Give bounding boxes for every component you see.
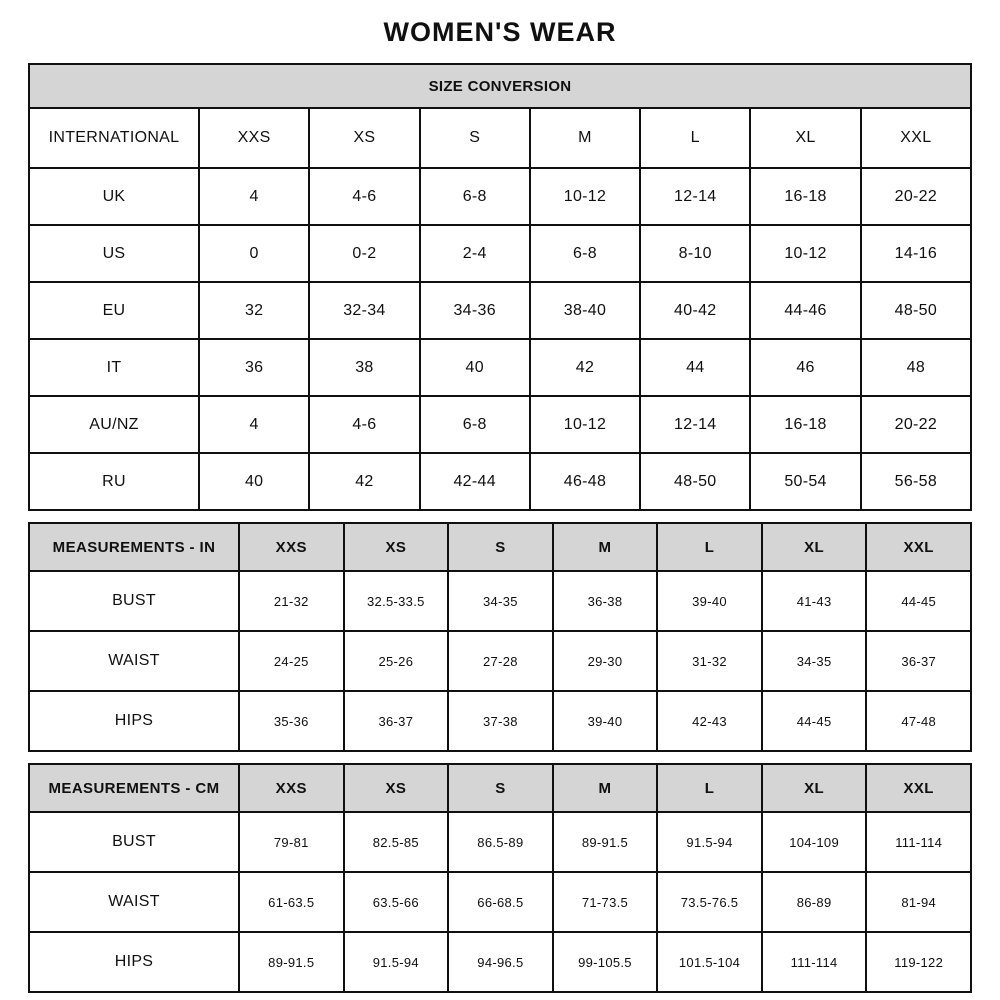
table-row [29, 396, 971, 453]
value-cell: 81-94 [866, 872, 971, 932]
value-cell: 50-54 [750, 453, 860, 510]
size-column-header: S [448, 764, 553, 812]
value-cell: 4 [199, 168, 309, 225]
value-cell: 86.5-89 [448, 812, 553, 872]
size-column-header: XXS [239, 523, 344, 571]
row-label: HIPS [29, 932, 239, 992]
size-column-header: L [657, 764, 762, 812]
size-column-header: XXL [866, 523, 971, 571]
value-cell: 29-30 [553, 631, 658, 691]
value-cell: 24-25 [239, 631, 344, 691]
size-column-header: XS [344, 764, 449, 812]
value-cell: 40-42 [640, 282, 750, 339]
size-conversion-body [29, 168, 971, 510]
size-column-header: L [640, 108, 750, 168]
value-cell: 8-10 [640, 225, 750, 282]
table-row [29, 932, 971, 992]
measurements-cm-table [28, 763, 972, 993]
corner-header: MEASUREMENTS - IN [29, 523, 239, 571]
value-cell: 36 [199, 339, 309, 396]
value-cell: 61-63.5 [239, 872, 344, 932]
value-cell: 42 [309, 453, 419, 510]
row-label: BUST [29, 812, 239, 872]
value-cell: 36-37 [866, 631, 971, 691]
value-cell: 104-109 [762, 812, 867, 872]
value-cell: 6-8 [530, 225, 640, 282]
value-cell: 101.5-104 [657, 932, 762, 992]
value-cell: 38 [309, 339, 419, 396]
value-cell: 0 [199, 225, 309, 282]
row-label: AU/NZ [29, 396, 199, 453]
size-conversion-table [28, 63, 972, 511]
value-cell: 16-18 [750, 168, 860, 225]
value-cell: 48 [861, 339, 971, 396]
value-cell: 27-28 [448, 631, 553, 691]
value-cell: 89-91.5 [553, 812, 658, 872]
table-row [29, 453, 971, 510]
value-cell: 66-68.5 [448, 872, 553, 932]
value-cell: 99-105.5 [553, 932, 658, 992]
value-cell: 73.5-76.5 [657, 872, 762, 932]
size-conversion-banner: SIZE CONVERSION [29, 64, 971, 108]
size-conversion-banner-row [29, 64, 971, 108]
value-cell: 14-16 [861, 225, 971, 282]
row-label: UK [29, 168, 199, 225]
size-column-header: S [448, 523, 553, 571]
table-row [29, 872, 971, 932]
row-label: HIPS [29, 691, 239, 751]
row-label: WAIST [29, 872, 239, 932]
value-cell: 111-114 [866, 812, 971, 872]
value-cell: 39-40 [657, 571, 762, 631]
value-cell: 82.5-85 [344, 812, 449, 872]
value-cell: 40 [199, 453, 309, 510]
row-label: BUST [29, 571, 239, 631]
size-column-header: M [553, 523, 658, 571]
value-cell: 10-12 [530, 168, 640, 225]
value-cell: 4-6 [309, 396, 419, 453]
measurements-in-body [29, 571, 971, 751]
value-cell: 6-8 [420, 396, 530, 453]
measurements-in-header-row [29, 523, 971, 571]
value-cell: 39-40 [553, 691, 658, 751]
value-cell: 6-8 [420, 168, 530, 225]
size-column-header: M [553, 764, 658, 812]
value-cell: 91.5-94 [344, 932, 449, 992]
value-cell: 44 [640, 339, 750, 396]
value-cell: 12-14 [640, 396, 750, 453]
value-cell: 37-38 [448, 691, 553, 751]
size-column-header: XXL [861, 108, 971, 168]
value-cell: 47-48 [866, 691, 971, 751]
value-cell: 36-37 [344, 691, 449, 751]
value-cell: 71-73.5 [553, 872, 658, 932]
value-cell: 44-45 [762, 691, 867, 751]
value-cell: 40 [420, 339, 530, 396]
value-cell: 10-12 [750, 225, 860, 282]
value-cell: 91.5-94 [657, 812, 762, 872]
size-column-header: M [530, 108, 640, 168]
measurements-cm-header-row [29, 764, 971, 812]
corner-header: INTERNATIONAL [29, 108, 199, 168]
value-cell: 31-32 [657, 631, 762, 691]
value-cell: 46 [750, 339, 860, 396]
value-cell: 32-34 [309, 282, 419, 339]
size-column-header: XS [344, 523, 449, 571]
table-row [29, 691, 971, 751]
value-cell: 44-45 [866, 571, 971, 631]
value-cell: 34-35 [448, 571, 553, 631]
value-cell: 32 [199, 282, 309, 339]
size-column-header: S [420, 108, 530, 168]
value-cell: 42 [530, 339, 640, 396]
value-cell: 12-14 [640, 168, 750, 225]
value-cell: 119-122 [866, 932, 971, 992]
table-row [29, 571, 971, 631]
size-conversion-header-row [29, 108, 971, 168]
row-label: US [29, 225, 199, 282]
size-column-header: XXS [199, 108, 309, 168]
measurements-in-table [28, 522, 972, 752]
value-cell: 36-38 [553, 571, 658, 631]
value-cell: 48-50 [861, 282, 971, 339]
table-row [29, 812, 971, 872]
value-cell: 48-50 [640, 453, 750, 510]
size-column-header: L [657, 523, 762, 571]
value-cell: 94-96.5 [448, 932, 553, 992]
size-column-header: XL [762, 523, 867, 571]
table-row [29, 282, 971, 339]
value-cell: 32.5-33.5 [344, 571, 449, 631]
table-row [29, 631, 971, 691]
value-cell: 2-4 [420, 225, 530, 282]
table-row [29, 225, 971, 282]
value-cell: 41-43 [762, 571, 867, 631]
value-cell: 35-36 [239, 691, 344, 751]
row-label: EU [29, 282, 199, 339]
value-cell: 89-91.5 [239, 932, 344, 992]
value-cell: 63.5-66 [344, 872, 449, 932]
size-column-header: XL [762, 764, 867, 812]
table-row [29, 339, 971, 396]
value-cell: 0-2 [309, 225, 419, 282]
value-cell: 34-36 [420, 282, 530, 339]
row-label: WAIST [29, 631, 239, 691]
value-cell: 56-58 [861, 453, 971, 510]
value-cell: 34-35 [762, 631, 867, 691]
value-cell: 16-18 [750, 396, 860, 453]
row-label: IT [29, 339, 199, 396]
value-cell: 79-81 [239, 812, 344, 872]
value-cell: 4-6 [309, 168, 419, 225]
measurements-cm-body [29, 812, 971, 992]
value-cell: 4 [199, 396, 309, 453]
size-column-header: XL [750, 108, 860, 168]
size-column-header: XXL [866, 764, 971, 812]
value-cell: 20-22 [861, 168, 971, 225]
size-column-header: XXS [239, 764, 344, 812]
row-label: RU [29, 453, 199, 510]
value-cell: 46-48 [530, 453, 640, 510]
value-cell: 21-32 [239, 571, 344, 631]
value-cell: 111-114 [762, 932, 867, 992]
corner-header: MEASUREMENTS - CM [29, 764, 239, 812]
value-cell: 20-22 [861, 396, 971, 453]
value-cell: 10-12 [530, 396, 640, 453]
value-cell: 25-26 [344, 631, 449, 691]
page-title: WOMEN'S WEAR [383, 17, 617, 47]
value-cell: 38-40 [530, 282, 640, 339]
value-cell: 42-44 [420, 453, 530, 510]
value-cell: 44-46 [750, 282, 860, 339]
table-row [29, 168, 971, 225]
value-cell: 42-43 [657, 691, 762, 751]
value-cell: 86-89 [762, 872, 867, 932]
size-column-header: XS [309, 108, 419, 168]
